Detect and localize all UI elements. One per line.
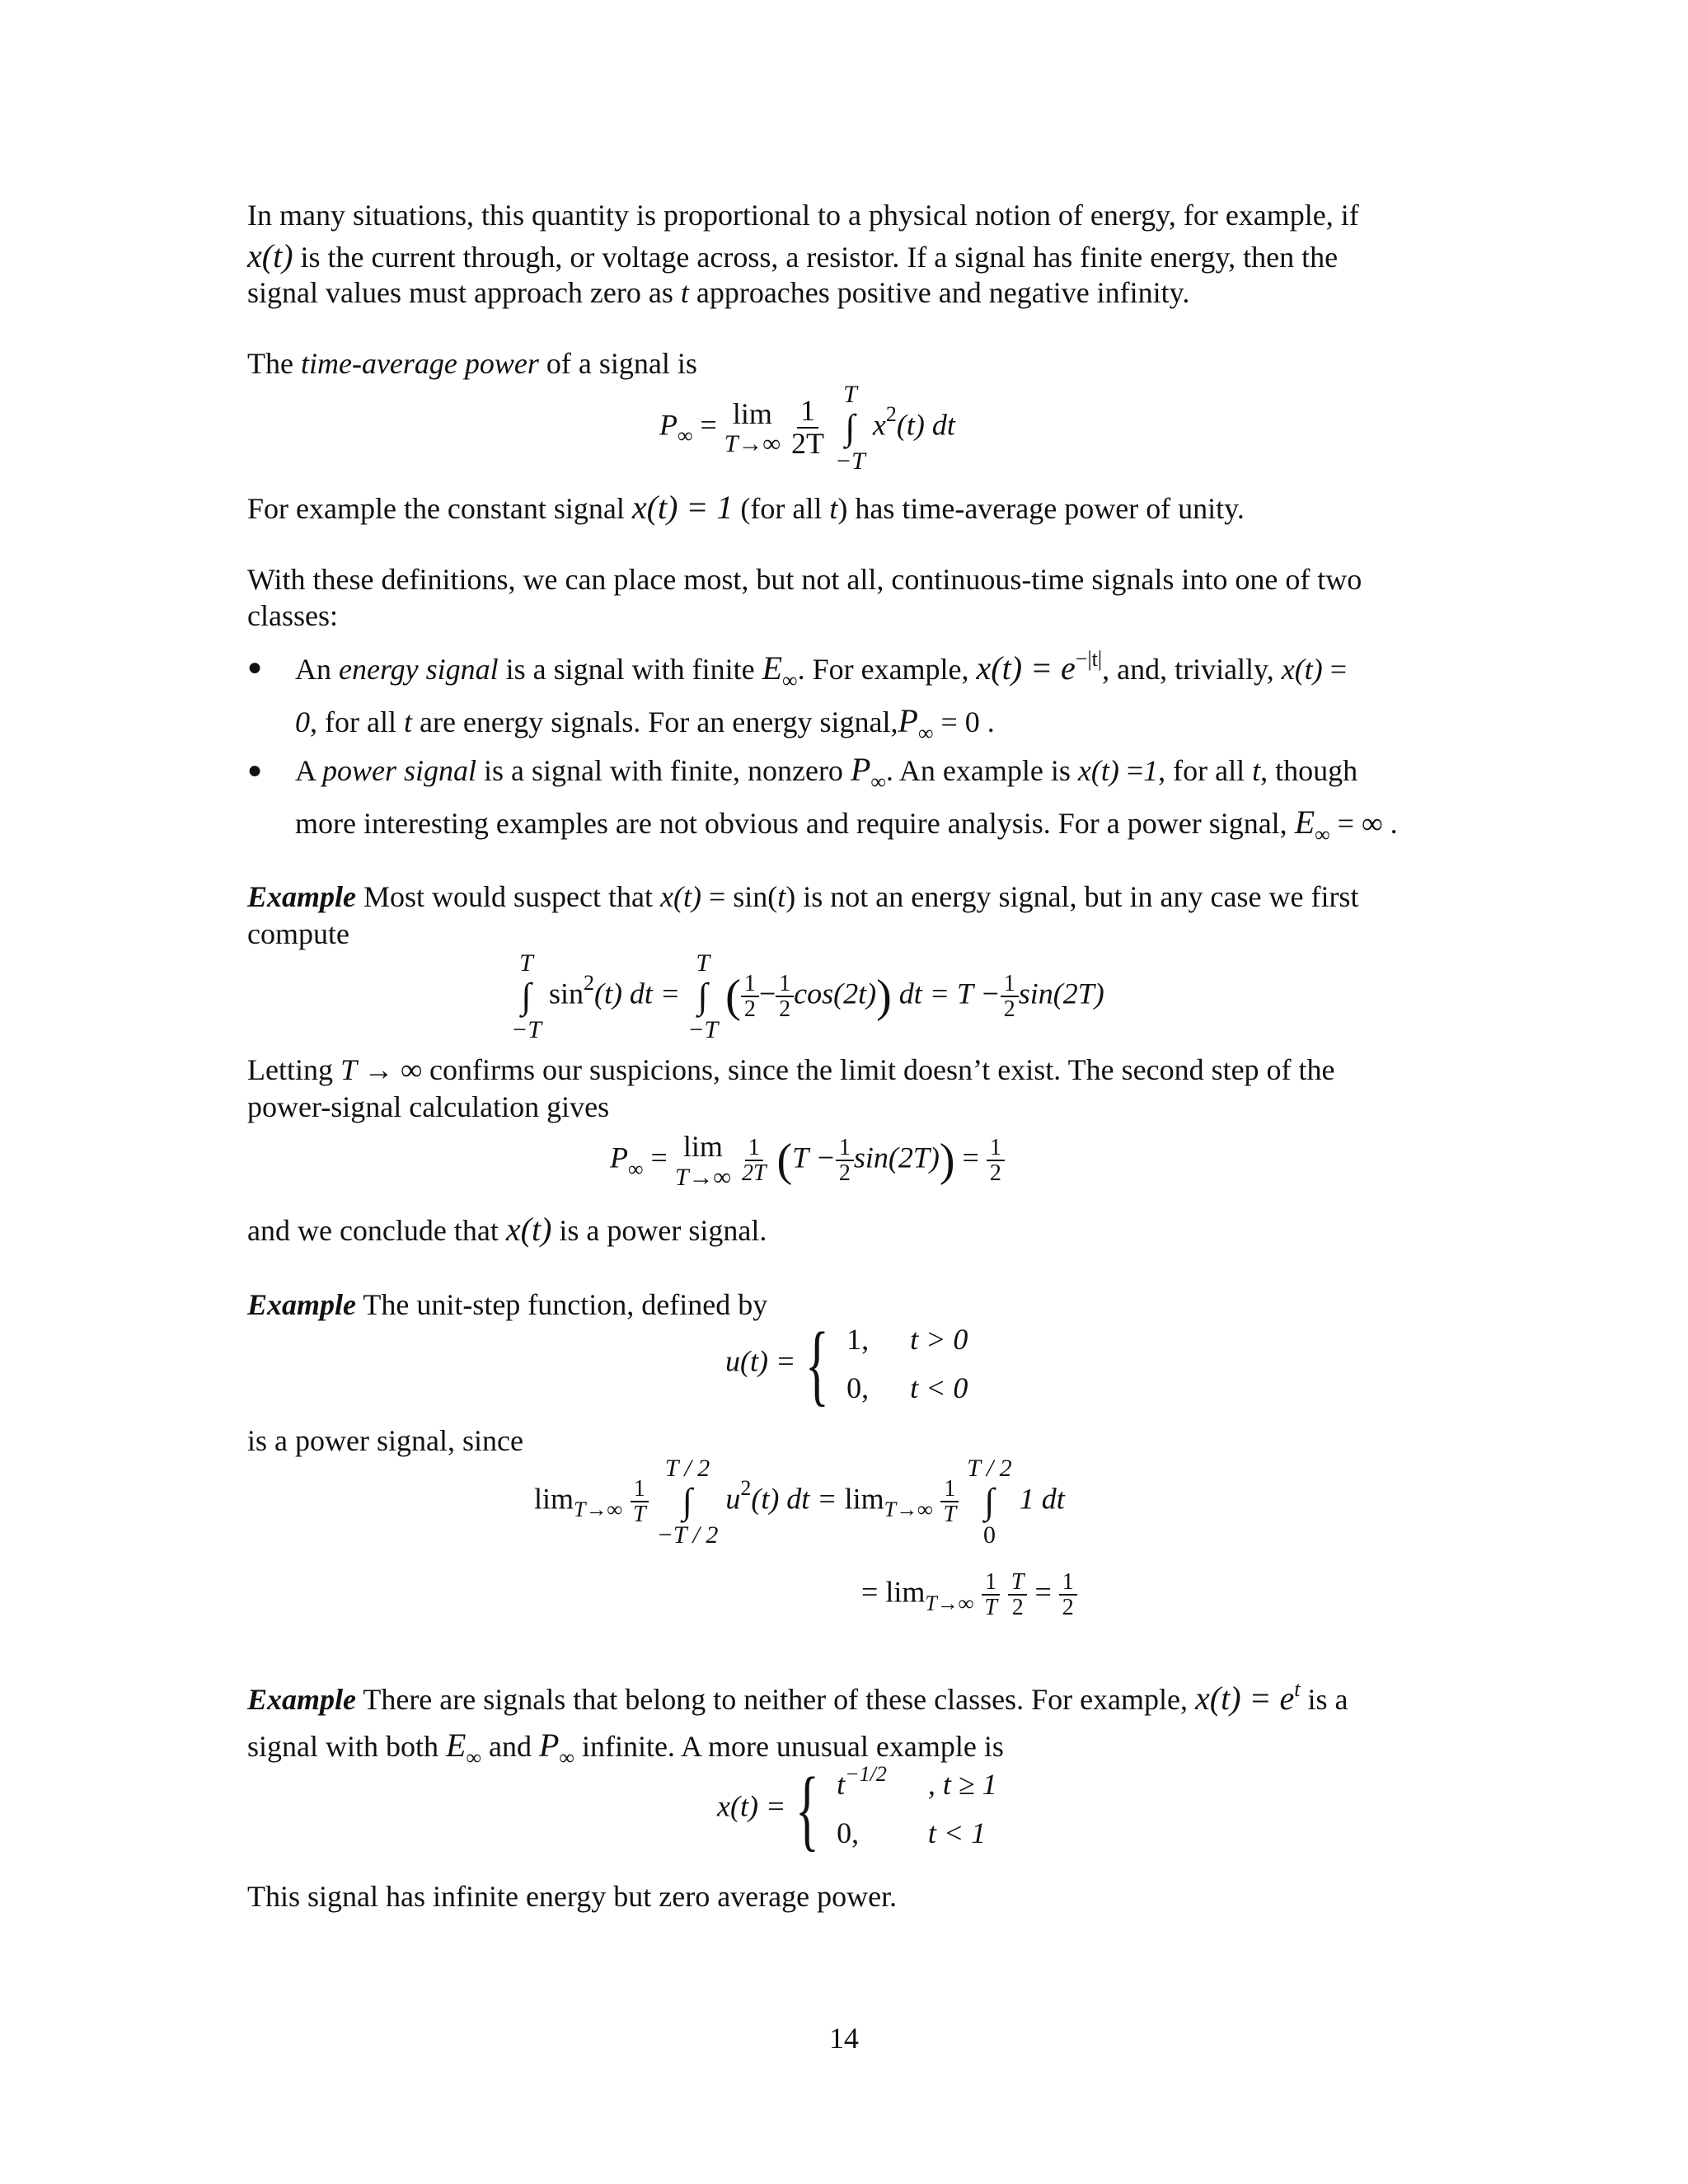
example3-line1: Example There are signals that belong to neither of these classes. For example, $x(t) = e^t$ is a — [247, 1677, 1348, 1717]
classes-intro-line1: With these definitions, we can place most, but not all, continuous-time signals into one of two — [247, 563, 1362, 596]
example2-intro: Example The unit-step function, defined by — [247, 1288, 768, 1321]
para1-line3: signal values must approach zero as t approaches positive and negative infinity. — [247, 276, 1190, 309]
example1-power-equation: $P_\infty$ = lim T→∞ $\frac{1}{2T}$ (T − $\frac{1}{2}$ sin(2T)) = $\frac{1}{2}$ — [610, 1131, 1005, 1191]
example1-integral-equation: T ∫ −T $\sin^2(t)$ dt = T ∫ −T ( $\frac{1}{2}$ − $\frac{1}{2}$ cos(2t)) dt = T − $\frac{1}{2}$ sin(2T) — [511, 949, 1104, 1044]
constant-example: For example the constant signal x(t) = 1 (for all t) has time-average power of unity. — [247, 489, 1245, 526]
power-intro: The time-average power of a signal is — [247, 347, 697, 380]
example1-conclusion: and we conclude that x(t) is a power signal. — [247, 1211, 767, 1248]
bullet-marker: ● — [247, 757, 263, 784]
example3-line2: signal with both $E_\infty$ and $P_\infty$ infinite. A more unusual example is — [247, 1727, 1004, 1769]
example1-letting-line2: power-signal calculation gives — [247, 1090, 610, 1123]
para1-line2: x(t) is the current through, or voltage across, a resistor. If a signal has finite energy, then the — [247, 237, 1339, 274]
example3-piecewise-definition: x(t) = { $t^{-1/2}$ , t ≥ 1 0, t < 1 — [717, 1759, 997, 1859]
example1-letting-line1: Letting T → ∞ confirms our suspicions, since the limit doesn’t exist. The second step of the — [247, 1053, 1335, 1086]
power-equation: $P_\infty$ = lim T→∞ $\frac{1}{2T}$ T ∫ −T $x^2(t)$ dt — [659, 381, 955, 476]
classes-intro-line2: classes: — [247, 599, 338, 632]
example1-intro-line2: compute — [247, 917, 349, 950]
unit-step-power-equation: $\lim_{T\to\infty}$ $\frac{1}{T}$ T / 2 ∫ −T / 2 $u^2(t)$ dt = $\lim_{T\to\infty}$ $\frac{1}{T}$ T / 2 ∫ 0 1 dt — [534, 1455, 1065, 1549]
example3-closing: This signal has infinite energy but zero average power. — [247, 1880, 898, 1913]
example1-intro-line1: Example Most would suspect that x(t) = sin(t) is not an energy signal, but in any case we first — [247, 880, 1359, 913]
example2-since: is a power signal, since — [247, 1424, 523, 1457]
bullet-energy-signal: An energy signal is a signal with finite $E_\infty$. For example, $x(t) = e^{-|t|}$, and, trivially, x(t) = 0, for all t are energy signals. For an energy $signal,P_\infty = 0$ . — [295, 647, 1347, 745]
para1-line1: In many situations, this quantity is proportional to a physical notion of energy, for example, if — [247, 199, 1359, 232]
unit-step-definition: u(t) = { 1, t > 0 0, t < 0 — [725, 1314, 968, 1414]
page-number: 14 — [829, 2022, 859, 2055]
unit-step-power-result: = $\lim_{T\to\infty}$ $\frac{1}{T}$ $\frac{T}{2}$ = $\frac{1}{2}$ — [861, 1570, 1077, 1620]
bullet-power-signal: A power signal is a signal with finite, nonzero $P_\infty$. An example is x(t) =1, for all t, though more interesting examples are not obvious and require analysis. For a power signal, $E_\infty$ = ∞ . — [295, 751, 1398, 846]
bullet-marker: ● — [247, 654, 263, 681]
